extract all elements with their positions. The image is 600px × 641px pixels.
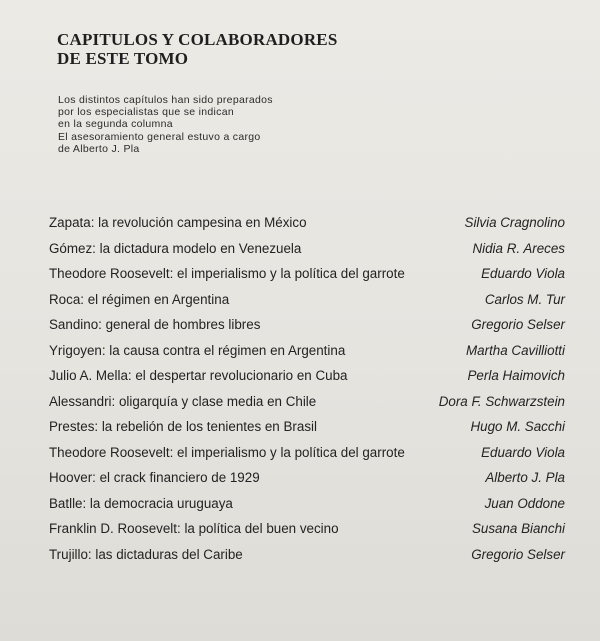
chapter-entry [49,440,569,466]
chapter-title: Trujillo: las dictaduras del Caribe [49,546,243,562]
chapter-title: Gómez: la dictadura modelo en Venezuela [49,240,302,256]
chapter-entry [49,414,569,440]
chapter-entry [49,542,569,568]
chapter-entry [49,491,569,517]
chapter-author: Perla Haimovich [467,368,565,383]
chapter-title: Theodore Roosevelt: el imperialismo y la política del garrote [49,444,405,460]
chapter-entry [49,287,569,313]
chapter-list [49,210,569,567]
intro-line: por los especialistas que se indican [58,106,234,119]
chapter-author: Juan Oddone [484,495,565,511]
chapter-title: Zapata: la revolución campesina en México [49,215,307,230]
chapter-author: Carlos M. Tur [484,291,565,307]
chapter-title: Prestes: la rebelión de los tenientes en Brasil [49,419,317,434]
chapter-entry [49,261,569,287]
chapter-entry [49,516,569,542]
chapter-title: Julio A. Mella: el despertar revolucionario en Cuba [49,368,348,383]
chapter-entry [49,338,569,364]
chapter-title: Theodore Roosevelt: el imperialismo y la política del garrote [49,266,405,281]
chapter-author: Eduardo Viola [481,444,565,460]
chapter-title: Sandino: general de hombres libres [49,317,261,332]
chapter-author: Martha Cavilliotti [466,342,565,358]
intro-paragraph [58,94,273,155]
chapter-author: Nidia R. Areces [472,240,565,256]
chapter-author: Silvia Cragnolino [464,215,565,230]
chapter-entry [49,465,569,491]
chapter-title: Roca: el régimen en Argentina [49,291,230,307]
title-line-1: CAPITULOS Y COLABORADORES [57,30,338,49]
chapter-entry [49,389,569,415]
chapter-title: Alessandri: oligarquía y clase media en Chile [49,393,317,409]
chapter-title: Batlle: la democracia uruguaya [49,495,233,511]
page-title [57,30,338,68]
chapter-author: Dora F. Schwarzstein [438,393,565,409]
intro-line: Los distintos capítulos han sido preparados [58,94,273,106]
chapter-entry [49,363,569,389]
chapter-entry [49,312,569,338]
chapter-author: Gregorio Selser [471,317,565,332]
intro-line: de Alberto J. Pla [58,142,140,155]
chapter-author: Gregorio Selser [471,546,565,562]
chapter-title: Hoover: el crack financiero de 1929 [49,470,260,485]
chapter-title: Franklin D. Roosevelt: la política del buen vecino [49,521,339,536]
chapter-entry [49,210,569,236]
intro-line: en la segunda columna [58,118,173,131]
chapter-entry [49,236,569,262]
chapter-author: Susana Bianchi [471,521,565,536]
chapter-title: Yrigoyen: la causa contra el régimen en Argentina [49,342,346,358]
chapter-author: Eduardo Viola [481,266,565,281]
chapter-author: Hugo M. Sacchi [470,419,565,434]
title-line-2: DE ESTE TOMO [57,49,189,68]
intro-line: El asesoramiento general estuvo a cargo [58,130,261,143]
chapter-author: Alberto J. Pla [485,470,565,485]
